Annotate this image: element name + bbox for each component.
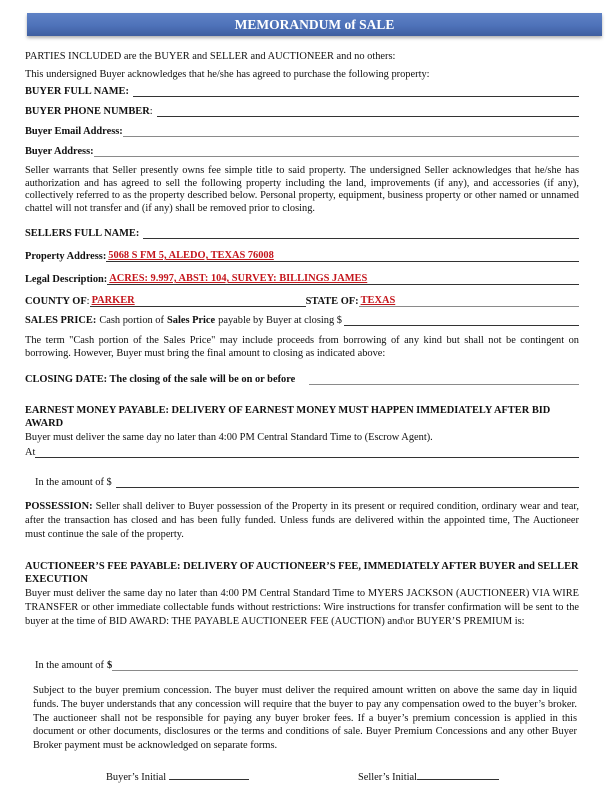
buyer-email-label: Buyer Email Address:	[25, 126, 123, 137]
seller-initial-field[interactable]	[417, 769, 499, 780]
earnest-money-heading: EARNEST MONEY PAYABLE: DELIVERY OF EARNEST MONEY MUST HAPPEN IMMEDIATELY AFTER BID AWARD	[25, 405, 551, 429]
property-address-row	[25, 250, 579, 263]
possession-label: POSSESSION:	[25, 501, 93, 512]
county-label: COUNTY OF	[25, 296, 87, 307]
closing-date-field[interactable]	[309, 373, 579, 385]
sellers-name-row	[25, 227, 579, 240]
auctioneer-amount-field[interactable]	[112, 659, 578, 671]
intro-buyer-ack: This undersigned Buyer acknowledges that he/she has agreed to purchase the following property:	[25, 69, 430, 80]
seller-warranty-paragraph: Seller warrants that Seller presently owns fee simple title to said property. The undersigned Seller acknowledges that he/she has authorization and has agreed to sell the following property including the land, improvements (if any), and accessories (if any), collectively referred to as the property described below. Personal property, equipment, business property or other named or unnamed chattel will not transfer and (if any) shall be removed prior to closing.	[25, 165, 579, 215]
sales-price-text-a: Cash portion of	[99, 315, 164, 326]
sales-price-note: The term "Cash portion of the Sales Price" may include proceeds from borrowing of any kind but shall not be contingent on borrowing. However, Buyer must bring the final amount to closing as indicated above:	[25, 335, 579, 359]
possession-text: Seller shall deliver to Buyer possession of the Property in its present or required condition, ordinary wear and tear, after the transaction has closed and has been fully funded. Unless funds are delivered within the appointed time, The Auctioneer must continue the sale of the property.	[25, 501, 579, 541]
legal-description-label: Legal Description:	[25, 274, 108, 285]
sales-price-text-bold: Sales Price	[166, 315, 216, 326]
sales-price-row	[25, 314, 579, 327]
county-field[interactable]	[90, 295, 306, 307]
document-title: MEMORANDUM of SALE	[27, 13, 602, 36]
sales-price-label: SALES PRICE:	[25, 315, 97, 326]
buyer-address-row	[25, 145, 579, 158]
earnest-money-instruction: Buyer must deliver the same day no later than 4:00 PM Central Standard Time to (Escrow Agent).	[25, 432, 433, 443]
buyer-full-name-row	[25, 85, 579, 98]
seller-initial-label: Seller’s Initial	[358, 772, 417, 783]
state-field[interactable]	[359, 295, 579, 307]
state-label: STATE OF:	[305, 296, 359, 307]
buyer-phone-label: BUYER PHONE NUMBER	[25, 106, 150, 117]
escrow-at-field[interactable]	[35, 446, 579, 458]
sellers-name-label: SELLERS FULL NAME:	[25, 228, 140, 239]
concession-paragraph: Subject to the buyer premium concession. The buyer must deliver the required amount written on above the same day in liquid funds. The buyer understands that any concession will require that the buyer to pay any compensation owed to the buyer’s broker. The auctioneer shall not be responsible for paying any buyer broker fees. If a buyer’s premium concession is applied in this document or other documents, disclosures or the terms and conditions of sale. Buyer Premium Concessions and any other Buyer Broker payment must be acknowledged on separate forms.	[33, 685, 577, 752]
county-state-row	[25, 295, 579, 308]
sales-price-text-b: payable by Buyer at closing $	[218, 315, 342, 326]
property-address-field[interactable]	[106, 250, 579, 262]
buyer-initial-row	[106, 769, 249, 784]
buyer-phone-field[interactable]	[157, 105, 579, 117]
sales-price-field[interactable]	[344, 314, 579, 326]
auctioneer-fee-instruction: Buyer must deliver the same day no later than 4:00 PM Central Standard Time to MYERS JACKSON (AUCTIONEER) VIA WIRE TRANSFER or other immediate collectable funds without restrictions: Wire instructions for transfer confirmation will be sent to the buyer at the time of BID AWARD: THE PAYABLE AUCTIONEER FEE (AUCTION) and\or BUYER’S PREMIUM is:	[25, 588, 579, 627]
buyer-email-row	[25, 125, 579, 138]
property-address-label: Property Address:	[25, 251, 107, 262]
county-colon: :	[86, 296, 90, 307]
possession-paragraph	[25, 500, 579, 542]
buyer-phone-colon: :	[149, 106, 153, 117]
buyer-address-field[interactable]	[94, 145, 579, 157]
closing-date-row	[25, 373, 579, 386]
earnest-amount-label: In the amount of $	[35, 477, 112, 488]
closing-date-label: CLOSING DATE: The closing of the sale will be on or before	[25, 374, 296, 385]
buyer-email-field[interactable]	[123, 125, 579, 137]
property-address-value: 5068 S FM 5, ALEDO, TEXAS 76008	[108, 250, 274, 261]
auctioneer-amount-symbol: $	[106, 660, 113, 671]
buyer-full-name-field[interactable]	[133, 85, 579, 97]
seller-initial-row	[358, 769, 499, 784]
buyer-phone-row	[25, 105, 579, 118]
state-value: TEXAS	[360, 295, 396, 306]
buyer-initial-field[interactable]	[169, 769, 249, 780]
legal-description-row	[25, 273, 579, 286]
escrow-at-row	[25, 446, 579, 459]
escrow-at-label: At	[25, 447, 36, 458]
buyer-address-label: Buyer Address:	[25, 146, 94, 157]
earnest-amount-row	[35, 476, 579, 489]
county-value: PARKER	[91, 295, 135, 306]
legal-description-value: ACRES: 9.997, ABST: 104, SURVEY: BILLINGS JAMES	[109, 273, 368, 284]
sellers-name-field[interactable]	[143, 227, 579, 239]
earnest-amount-field[interactable]	[116, 476, 579, 488]
buyer-full-name-label: BUYER FULL NAME:	[25, 86, 129, 97]
legal-description-field[interactable]	[107, 273, 579, 285]
intro-parties: PARTIES INCLUDED are the BUYER and SELLER and AUCTIONEER and no others:	[25, 51, 396, 62]
auctioneer-fee-heading: AUCTIONEER’S FEE PAYABLE: DELIVERY OF AUCTIONEER’S FEE, IMMEDIATELY AFTER BUYER and SELLER EXECUTION	[25, 561, 579, 585]
buyer-initial-label: Buyer’s Initial	[106, 772, 167, 783]
auctioneer-amount-row	[35, 659, 578, 672]
auctioneer-amount-label: In the amount of	[35, 660, 104, 671]
